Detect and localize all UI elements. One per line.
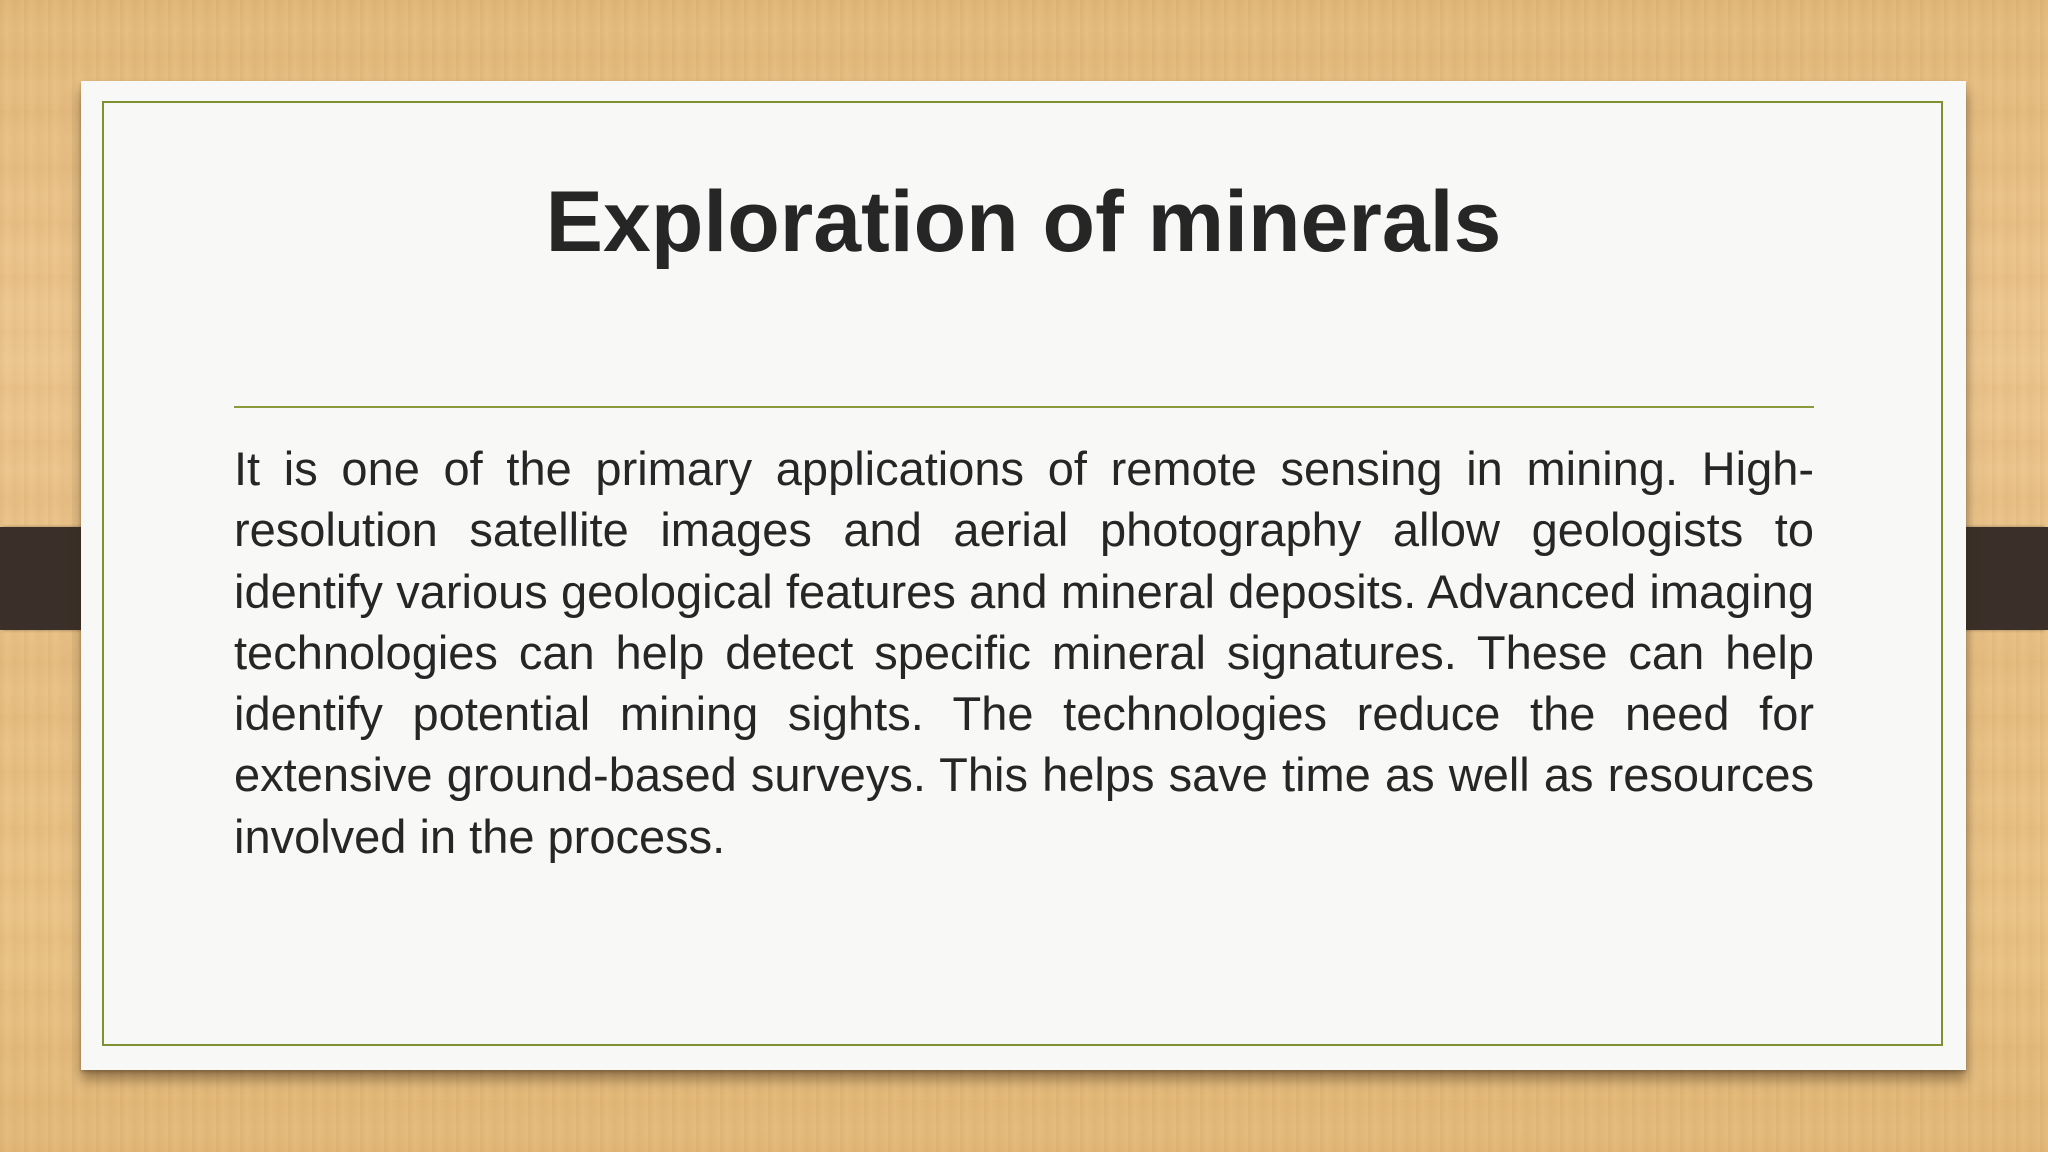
slide-body-text: It is one of the primary applications of remote sensing in mining. High-resolution satellite images and aerial photography allow geologists to identify various geological features and mineral deposits. Advanced imaging technologies can help detect specific mineral signatures. These can help identify potential mining sights. The technologies reduce the need for extensive ground-based surveys. This helps save time as well as resources involved in the process. (234, 442, 1814, 863)
slide-card (81, 81, 1966, 1070)
title-divider (234, 406, 1814, 408)
slide-title: Exploration of minerals (545, 174, 1502, 270)
